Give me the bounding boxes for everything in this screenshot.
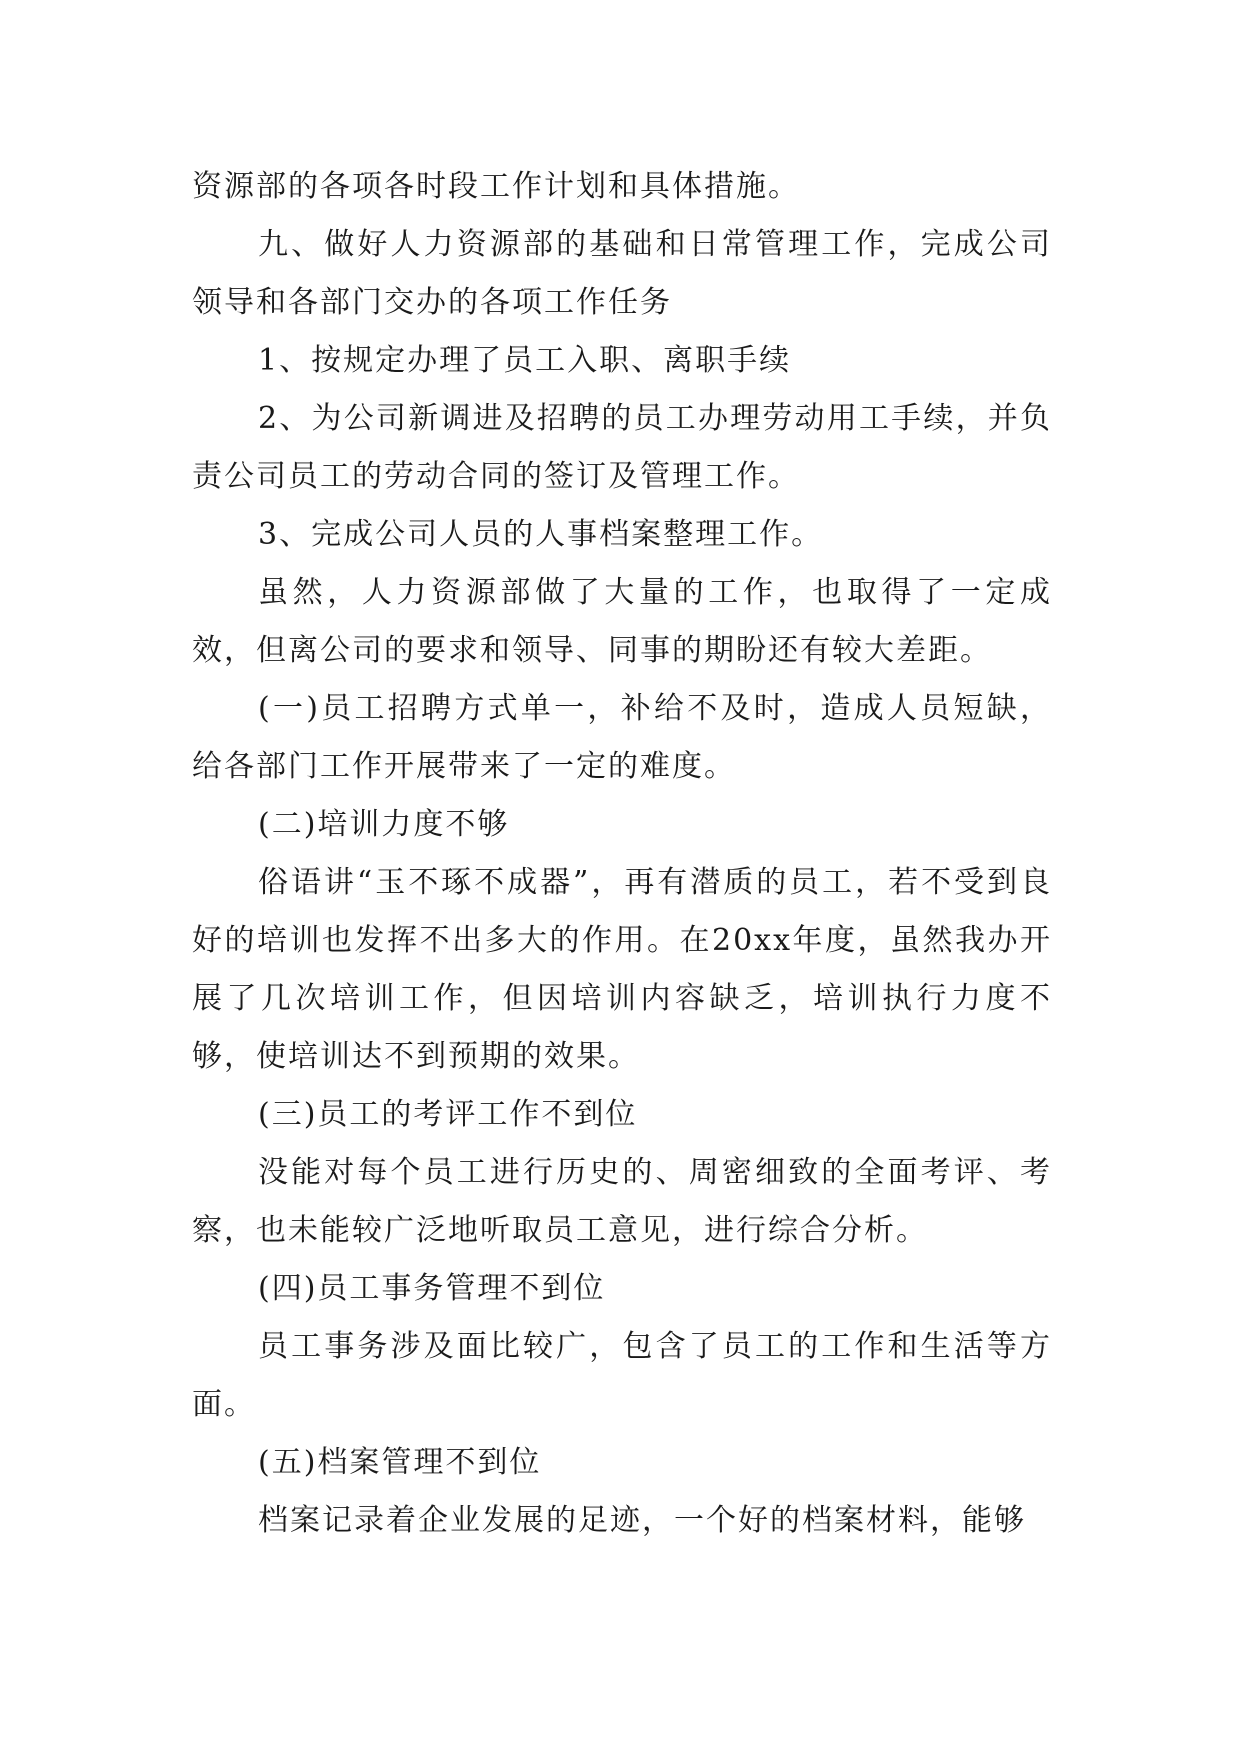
paragraph-11: 没能对每个员工进行历史的、周密细致的全面考评、考察，也未能较广泛地听取员工意见，进行综合分析。: [192, 1155, 1052, 1248]
paragraph-3: 1、按规定办理了员工入职、离职手续: [258, 343, 792, 378]
paragraph-12: (四)员工事务管理不到位: [258, 1271, 606, 1306]
document-body: [192, 158, 1052, 1550]
paragraph-6: 虽然，人力资源部做了大量的工作，也取得了一定成效，但离公司的要求和领导、同事的期盼还有较大差距。: [192, 575, 1052, 668]
paragraph-13: 员工事务涉及面比较广，包含了员工的工作和生活等方面。: [192, 1329, 1052, 1422]
paragraph-2: 九、做好人力资源部的基础和日常管理工作，完成公司领导和各部门交办的各项工作任务: [192, 227, 1052, 320]
paragraph-9: 俗语讲“玉不琢不成器”，再有潜质的员工，若不受到良好的培训也发挥不出多大的作用。在20xx年度，虽然我办开展了几次培训工作，但因培训内容缺乏，培训执行力度不够，使培训达不到预期的效果。: [192, 865, 1052, 1074]
paragraph-7: (一)员工招聘方式单一，补给不及时，造成人员短缺，给各部门工作开展带来了一定的难度。: [192, 691, 1052, 784]
paragraph-14: (五)档案管理不到位: [258, 1445, 542, 1480]
paragraph-4: 2、为公司新调进及招聘的员工办理劳动用工手续，并负责公司员工的劳动合同的签订及管理工作。: [192, 401, 1052, 494]
paragraph-5: 3、完成公司人员的人事档案整理工作。: [258, 517, 824, 552]
paragraph-10: (三)员工的考评工作不到位: [258, 1097, 638, 1132]
paragraph-1: 资源部的各项各时段工作计划和具体措施。: [192, 169, 800, 204]
paragraph-15: 档案记录着企业发展的足迹，一个好的档案材料，能够: [258, 1503, 1026, 1538]
paragraph-8: (二)培训力度不够: [258, 807, 510, 842]
